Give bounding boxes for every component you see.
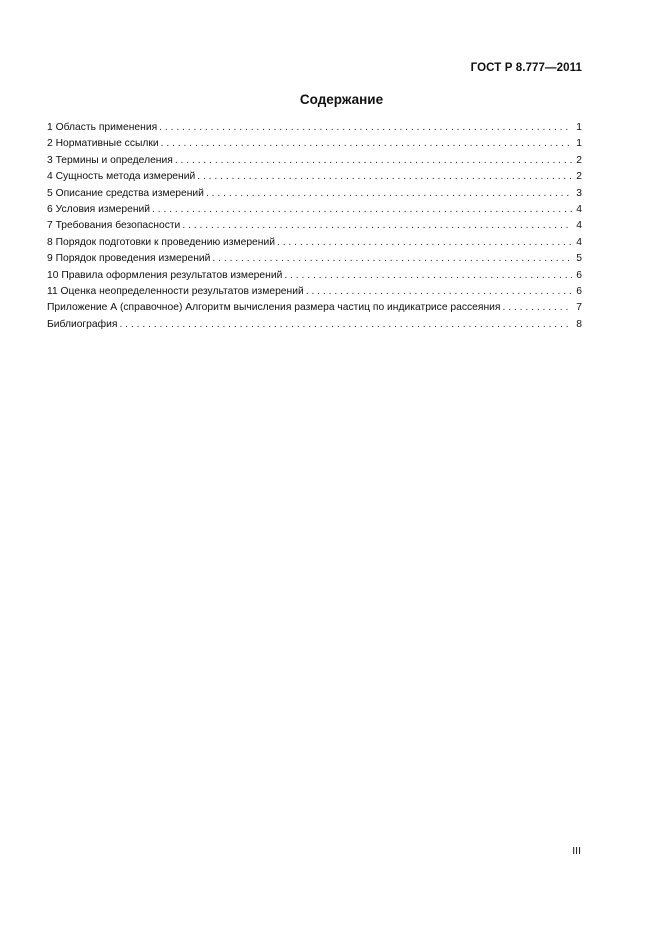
toc-entry[interactable] [47, 235, 582, 251]
toc-dot-leader [182, 218, 572, 234]
toc-entry-label: 5 Описание средства измерений [47, 187, 204, 199]
toc-entry[interactable] [47, 218, 582, 234]
toc-entry[interactable] [47, 153, 582, 169]
toc-entry-label: Приложение А (справочное) Алгоритм вычисления размера частиц по индикатрисе рассеяния [47, 302, 501, 314]
toc-entry-page: 6 [576, 285, 582, 297]
toc-entry[interactable] [47, 284, 582, 300]
toc-entry-page: 7 [576, 302, 582, 314]
toc-dot-leader [206, 186, 572, 202]
toc-entry-label: Библиография [47, 318, 118, 330]
toc-entry-page: 4 [576, 236, 582, 248]
toc-entry-label: 1 Область применения [47, 122, 158, 133]
toc-entry[interactable] [47, 268, 582, 284]
toc-entry-label: 8 Порядок подготовки к проведению измерений [47, 236, 275, 248]
toc-entry-page: 4 [576, 203, 582, 215]
toc-entry-label: 7 Требования безопасности [47, 220, 181, 232]
table-of-contents [47, 120, 582, 333]
toc-dot-leader [212, 251, 572, 267]
toc-entry-page: 3 [576, 187, 582, 199]
toc-dot-leader [159, 120, 572, 136]
toc-entry-label: 9 Порядок проведения измерений [47, 253, 211, 265]
toc-entry-page: 4 [576, 220, 582, 232]
toc-entry-page: 1 [576, 122, 582, 133]
toc-entry[interactable] [47, 186, 582, 202]
toc-entry[interactable] [47, 251, 582, 267]
toc-entry-label: 10 Правила оформления результатов измерений [47, 269, 283, 281]
document-code: ГОСТ Р 8.777—2011 [470, 62, 582, 74]
toc-entry-label: 6 Условия измерений [47, 203, 151, 215]
toc-entry-page: 8 [576, 318, 582, 330]
toc-entry-page: 5 [576, 253, 582, 265]
toc-entry[interactable] [47, 300, 582, 316]
toc-dot-leader [161, 136, 572, 152]
toc-entry-page: 6 [576, 269, 582, 281]
toc-dot-leader [175, 153, 572, 169]
toc-dot-leader [152, 202, 572, 218]
toc-dot-leader [284, 268, 572, 284]
toc-dot-leader [277, 235, 572, 251]
toc-entry-label: 2 Нормативные ссылки [47, 138, 159, 150]
toc-entry[interactable] [47, 169, 582, 185]
toc-entry-page: 2 [576, 154, 582, 166]
toc-dot-leader [197, 169, 572, 185]
toc-entry-label: 4 Сущность метода измерений [47, 171, 196, 183]
toc-entry[interactable] [47, 136, 582, 152]
toc-entry-page: 1 [576, 138, 582, 150]
toc-dot-leader [503, 300, 573, 316]
toc-entry-page: 2 [576, 171, 582, 183]
toc-title: Содержание [299, 92, 384, 107]
toc-dot-leader [119, 317, 572, 333]
toc-dot-leader [306, 284, 572, 300]
toc-entry[interactable] [47, 317, 582, 333]
toc-entry-label: 11 Оценка неопределенности результатов измерений [47, 285, 304, 297]
page-number: III [572, 845, 581, 857]
toc-entry-label: 3 Термины и определения [47, 154, 173, 166]
toc-entry[interactable] [47, 202, 582, 218]
toc-entry[interactable] [47, 120, 582, 136]
